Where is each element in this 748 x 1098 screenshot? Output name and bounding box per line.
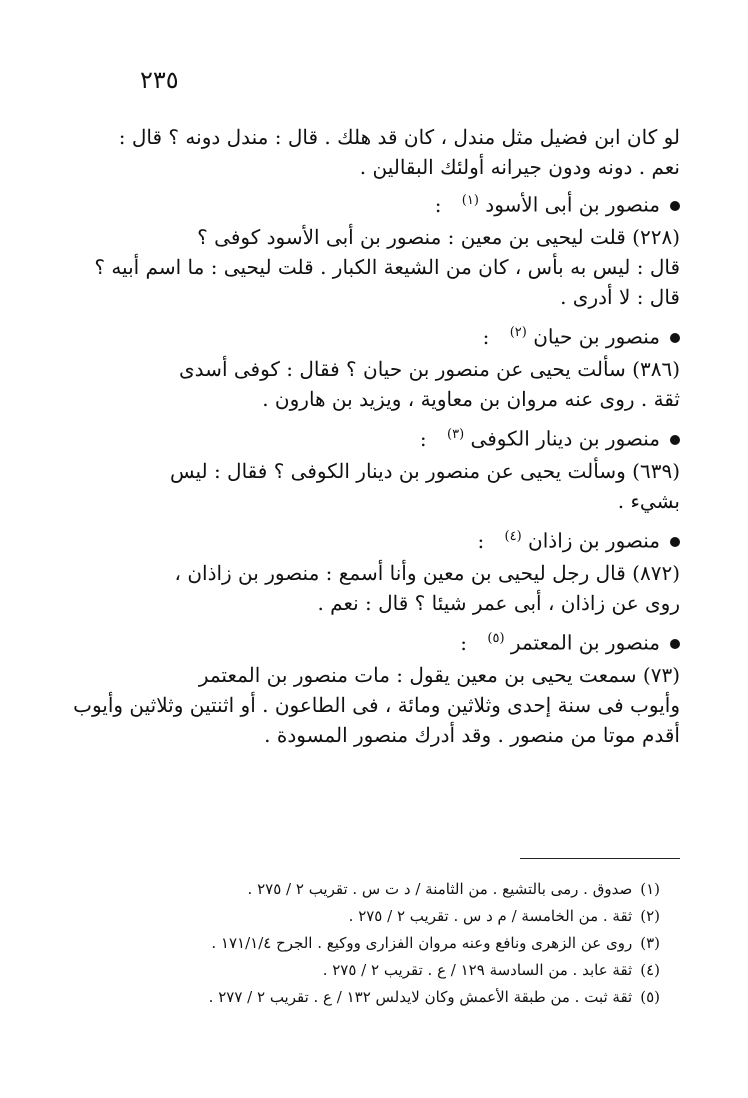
footnote-item (80, 903, 660, 930)
entry-heading (70, 624, 680, 654)
bullet-icon (670, 639, 680, 649)
main-text (70, 122, 680, 750)
footnote-text: روى عن الزهرى ونافع وعنه مروان الفزارى ووكيع . الجرح ١٧١/١/٤ . (211, 934, 633, 952)
footnote-item (80, 984, 660, 1011)
entry-heading-title: منصور بن أبى الأسود (485, 192, 660, 217)
bullet-icon (670, 435, 680, 445)
entry-heading-title: منصور بن المعتمر (510, 630, 660, 655)
entry-heading (70, 420, 680, 450)
text-line: روى عن زاذان ، أبى عمر شيئا ؟ قال : نعم . (317, 591, 680, 615)
text-line: وأيوب فى سنة إحدى وثلاثين ومائة ، فى الطاعون . أو اثنتين وثلاثين وأيوب (73, 693, 680, 717)
page-number: ٢٣٥ (140, 66, 179, 94)
bullet-icon (670, 333, 680, 343)
entry-heading-title: منصور بن زاذان (528, 528, 660, 553)
entry-heading (70, 318, 680, 348)
text-line: ثقة . روى عنه مروان بن معاوية ، ويزيد بن هارون . (262, 387, 680, 411)
text-line: (٦٣٩) وسألت يحيى عن منصور بن دينار الكوفى ؟ فقال : ليس (169, 459, 680, 483)
text-line: لو كان ابن فضيل مثل مندل ، كان قد هلك . قال : مندل دونه ؟ قال : (118, 125, 680, 149)
text-line: قال : لا أدرى . (560, 285, 680, 309)
footnote-number: (١) (640, 880, 660, 898)
footnote-ref: (٢) (509, 325, 527, 340)
heading-colon: : (482, 324, 490, 349)
heading-colon: : (460, 630, 468, 655)
footnote-number: (٥) (640, 988, 660, 1006)
footnote-number: (٤) (640, 961, 660, 979)
entry-heading-title: منصور بن حيان (533, 324, 660, 349)
entry-heading (70, 186, 680, 216)
text-line: (٨٧٢) قال رجل ليحيى بن معين وأنا أسمع : منصور بن زاذان ، (174, 561, 680, 585)
entry-heading-title: منصور بن دينار الكوفى (470, 426, 660, 451)
footnote-text: ثقة . من الخامسة / م د س . تقريب ٢ / ٢٧٥ . (348, 907, 633, 925)
heading-colon: : (434, 192, 442, 217)
bullet-icon (670, 537, 680, 547)
bullet-icon (670, 201, 680, 211)
text-line: نعم . دونه ودون جيرانه أولئك البقالين . (359, 155, 680, 179)
footnote-ref: (١) (461, 193, 479, 208)
text-line: قال : ليس به بأس ، كان من الشيعة الكبار . قلت ليحيى : ما اسم أبيه ؟ (94, 255, 680, 279)
text-line: (٧٣) سمعت يحيى بن معين يقول : مات منصور بن المعتمر (198, 663, 680, 687)
heading-colon: : (419, 426, 427, 451)
footnote-divider (520, 858, 680, 859)
footnote-ref: (٤) (504, 529, 522, 544)
text-line: (٣٨٦) سألت يحيى عن منصور بن حيان ؟ فقال : كوفى أسدى (179, 357, 680, 381)
footnote-number: (٣) (640, 934, 660, 952)
footnote-text: صدوق . رمى بالتشيع . من الثامنة / د ت س . تقريب ٢ / ٢٧٥ . (247, 880, 633, 898)
footnote-text: ثقة ثبت . من طبقة الأعمش وكان لايدلس ١٣٢ / ع . تقريب ٢ / ٢٧٧ . (208, 988, 633, 1006)
heading-colon: : (477, 528, 485, 553)
footnote-item (80, 930, 660, 957)
text-line: بشيء . (617, 489, 680, 513)
footnote-ref: (٥) (487, 631, 505, 646)
footnote-text: ثقة عابد . من السادسة ١٢٩ / ع . تقريب ٢ / ٢٧٥ . (322, 961, 633, 979)
footnotes (80, 876, 660, 1011)
text-line: أقدم موتا من منصور . وقد أدرك منصور المسودة . (264, 723, 680, 747)
text-line: (٢٢٨) قلت ليحيى بن معين : منصور بن أبى الأسود كوفى ؟ (197, 225, 680, 249)
entry-heading (70, 522, 680, 552)
footnote-ref: (٣) (447, 427, 465, 442)
footnote-item (80, 876, 660, 903)
footnote-number: (٢) (640, 907, 660, 925)
footnote-item (80, 957, 660, 984)
